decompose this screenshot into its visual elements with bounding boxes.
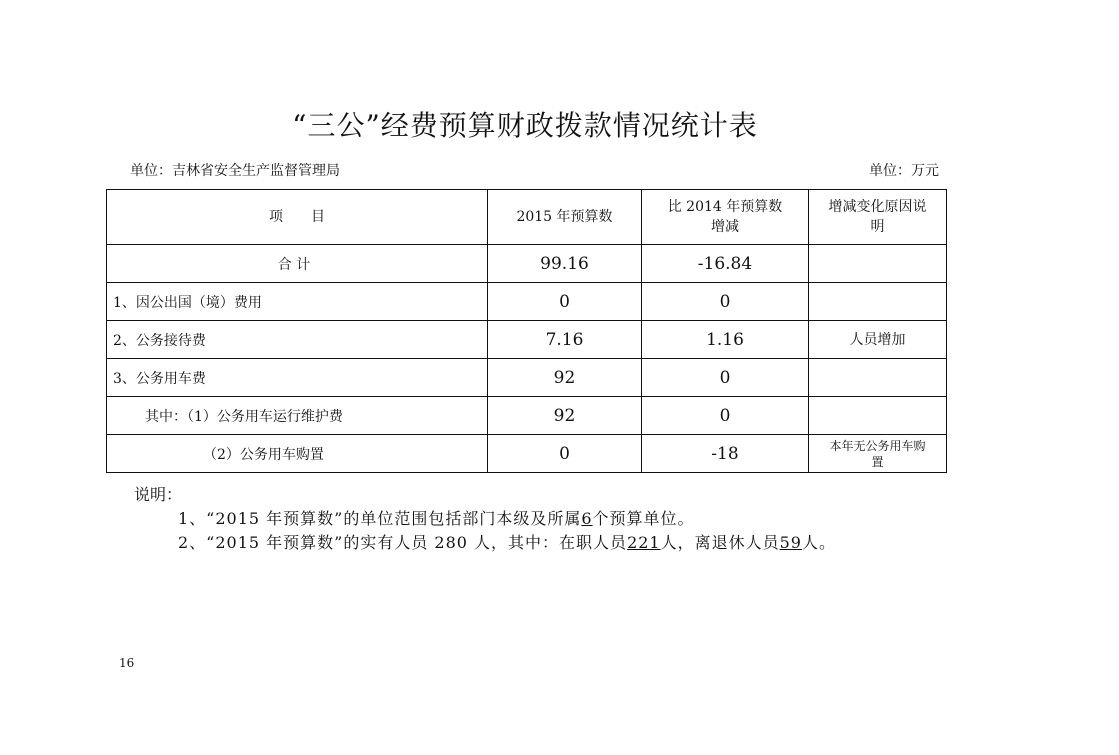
table-row-vehicle-purchase [107,435,947,473]
row-item: 1、因公出国（境）费用 [107,283,488,321]
table-row-reception [107,321,947,359]
note-1-text: 1、“2015 年预算数”的单位范围包括部门本级及所属 [178,509,582,528]
header-change-line1: 比 2014 年预算数 [667,199,783,215]
row-change: 0 [642,397,809,435]
header-reason-line2: 明 [870,219,885,235]
row-reason [809,397,947,435]
row-reason [809,245,947,283]
row-change: -16.84 [642,245,809,283]
row-reason: 人员增加 [809,321,947,359]
note-2-text-mid: 人，离退休人员 [660,533,780,552]
unit-currency: 单位：万元 [869,163,939,179]
row-reason-line1: 本年无公务用车购 [829,438,926,453]
row-change: 1.16 [642,321,809,359]
row-item: 2、公务接待费 [107,321,488,359]
row-change: 0 [642,359,809,397]
table-header-row [107,190,947,245]
page-number: 16 [119,656,135,670]
budget-table [106,189,947,473]
table-row-vehicle [107,359,947,397]
row-budget: 92 [488,397,642,435]
table-row-overseas [107,283,947,321]
note-2-retired-staff: 59 [779,533,802,552]
row-budget: 99.16 [488,245,642,283]
page-title: “三公”经费预算财政拨款情况统计表 [292,109,758,142]
table-row-total [107,245,947,283]
header-reason-line1: 增减变化原因说 [828,199,927,215]
row-item: 合 计 [107,245,488,283]
note-2-active-staff: 221 [627,533,661,552]
header-item: 项 目 [107,190,488,245]
row-budget: 0 [488,435,642,473]
note-line-2 [178,530,836,553]
header-budget-2015: 2015 年预算数 [488,190,642,245]
header-change-line2: 增减 [711,219,739,235]
unit-organization: 单位：吉林省安全生产监督管理局 [130,163,340,179]
header-reason [809,190,947,245]
row-reason [809,283,947,321]
note-1-unit-count: 6 [581,509,593,528]
row-item: 其中：（1）公务用车运行维护费 [107,397,488,435]
row-change: -18 [642,435,809,473]
header-change [642,190,809,245]
row-item: 3、公务用车费 [107,359,488,397]
table-row-vehicle-maintenance [107,397,947,435]
notes-label: 说明： [134,485,183,504]
row-budget: 0 [488,283,642,321]
row-reason [809,359,947,397]
row-reason-line2: 置 [871,454,884,469]
row-item: （2）公务用车购置 [107,435,488,473]
note-2-text: 2、“2015 年预算数”的实有人员 280 人，其中：在职人员 [178,533,628,552]
note-2-text-end: 人。 [801,533,836,552]
row-change: 0 [642,283,809,321]
row-budget: 92 [488,359,642,397]
note-1-text-end: 个预算单位。 [592,509,695,528]
row-budget: 7.16 [488,321,642,359]
note-line-1 [178,506,695,529]
row-reason [809,435,947,473]
